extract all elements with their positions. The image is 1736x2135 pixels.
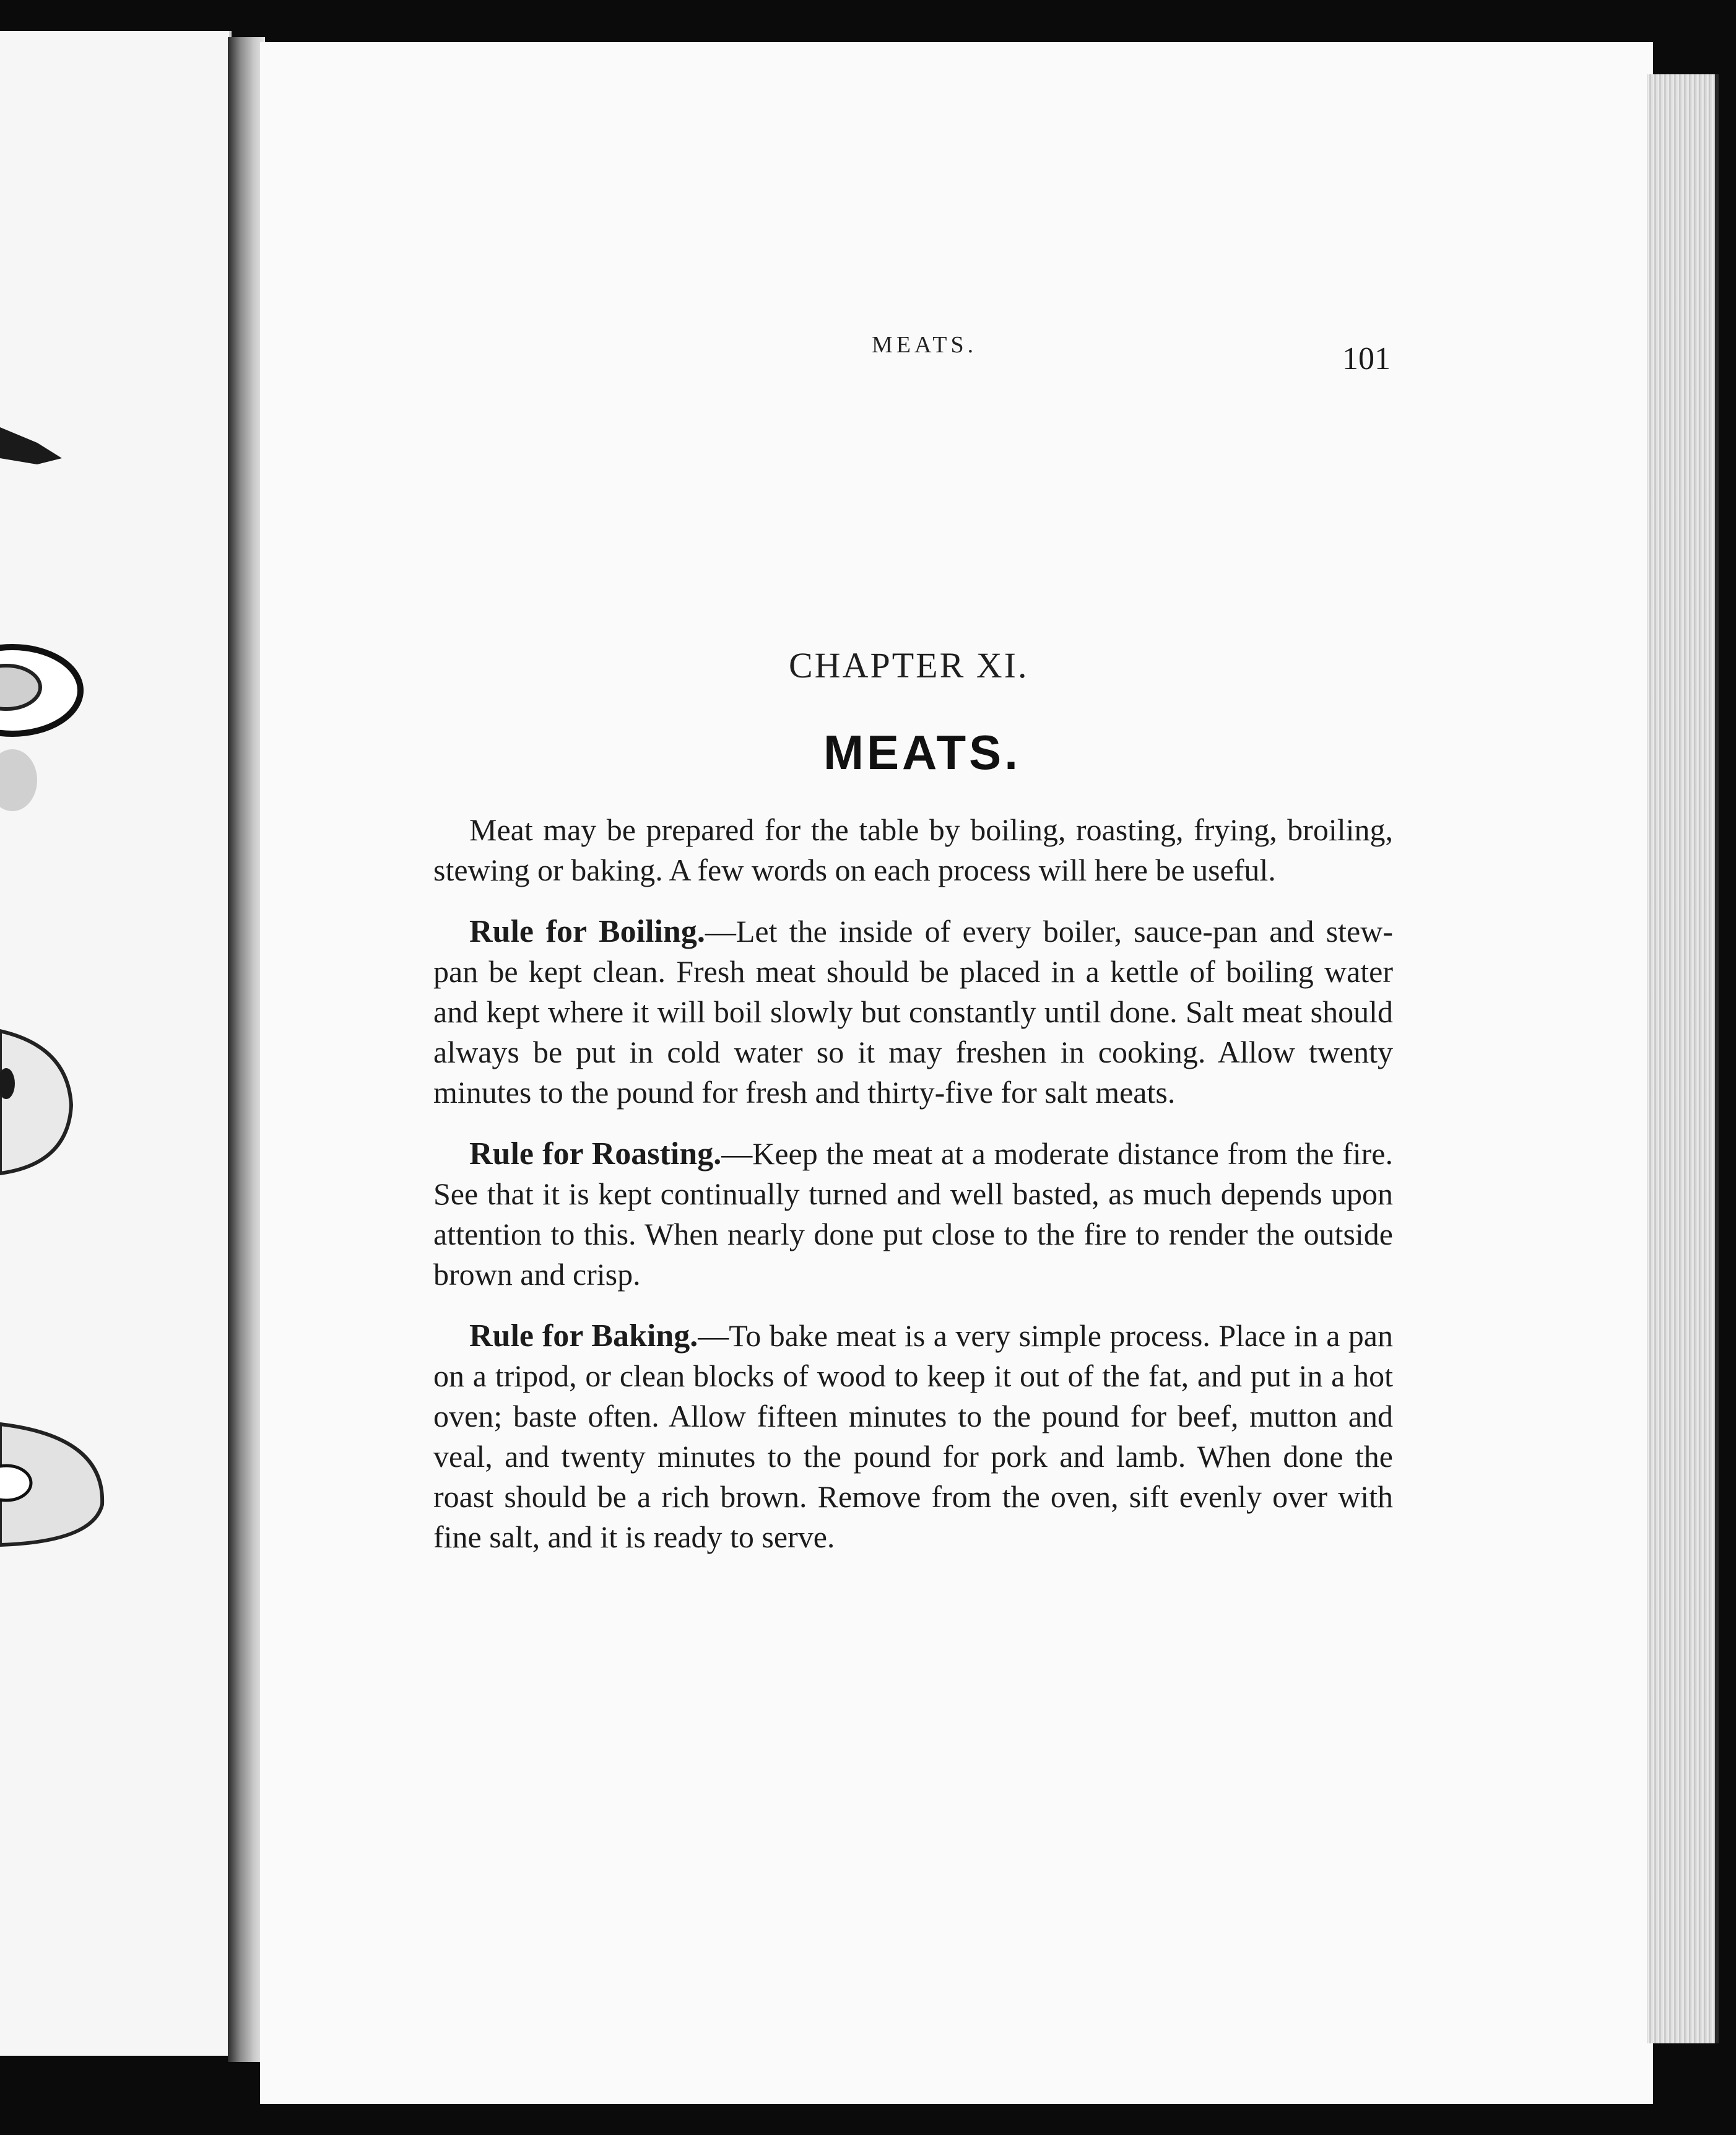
rule-boiling-heading: Rule for Boiling. (469, 914, 705, 949)
dish-illustration-2 (0, 1031, 71, 1173)
chapter-title: MEATS. (823, 725, 1021, 780)
dish-illustration-3 (0, 1424, 102, 1545)
page-edges (1647, 74, 1719, 2043)
rule-baking-paragraph (433, 1316, 1393, 1557)
rule-roasting-paragraph (433, 1134, 1393, 1295)
cookware-illustration (0, 31, 229, 2056)
book-gutter (228, 37, 265, 2062)
rule-roasting-heading: Rule for Roasting. (469, 1136, 722, 1172)
rule-roasting-text: —Keep the meat at a moderate distance from the fire. See that it is kept continually turned and well basted, as much depends upon attention to this. When nearly done put close to the fire to render the outside brown and crisp. (433, 1136, 1393, 1292)
rule-baking-heading: Rule for Baking. (469, 1318, 698, 1354)
knife-illustration (0, 427, 62, 464)
rule-baking-text: —To bake meat is a very simple process. Place in a pan on a tripod, or clean blocks of wood to keep it out of the fat, and put in a hot oven; baste often. Allow fifteen minutes to the pound for beef, mutton and veal, and twenty minutes to the pound for pork and lamb. When done the roast should be a rich brown. Remove from the oven, sift evenly over with fine salt, and it is ready to serve. (433, 1318, 1393, 1554)
rule-boiling-paragraph (433, 911, 1393, 1113)
intro-paragraph: Meat may be prepared for the table by boiling, roasting, frying, broiling, stewing or baking. A few words on each process will here be useful. (433, 812, 1393, 887)
running-header: MEATS. (872, 332, 978, 358)
platter-illustration-1 (0, 647, 80, 811)
rule-boiling-text: —Let the inside of every boiler, sauce-pan and stew-pan be kept clean. Fresh meat should be placed in a kettle of boiling water and kept where it will boil slowly but constantly until done. Salt meat should always be put in cold water so it may freshen in cooking. Allow twenty minutes to the pound for fresh and thirty-five for salt meats. (433, 914, 1393, 1110)
facing-page (0, 31, 232, 2056)
page-number: 101 (1342, 341, 1391, 376)
chapter-body (433, 810, 1393, 1557)
chapter-label: CHAPTER XI. (789, 645, 1029, 685)
